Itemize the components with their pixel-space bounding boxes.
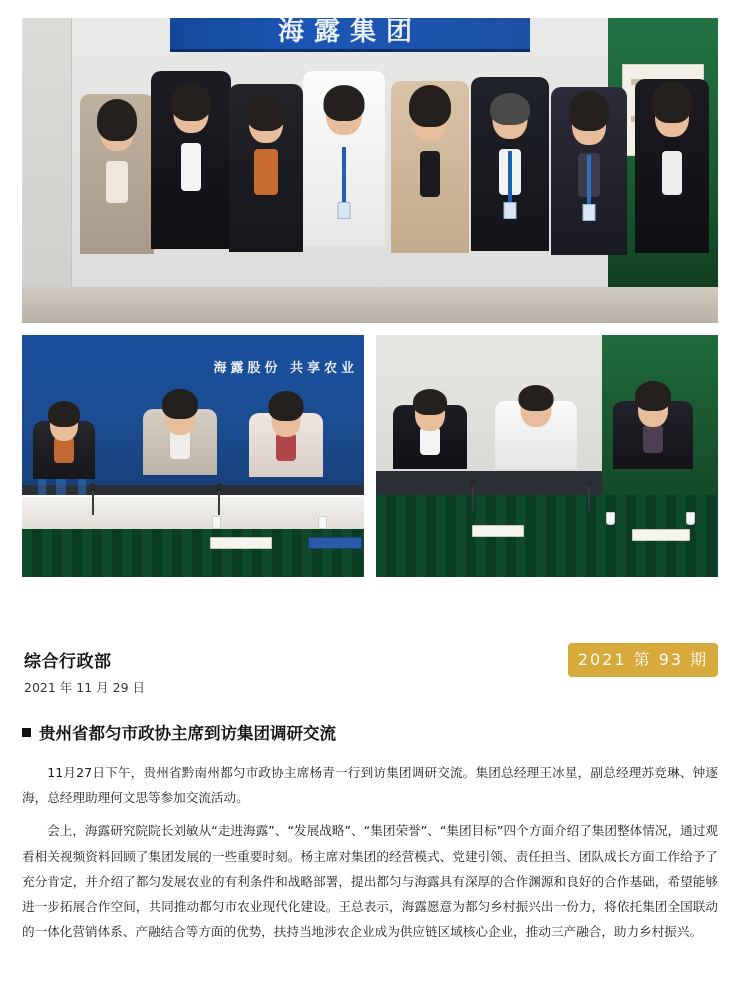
- seated-person-4: [392, 389, 468, 491]
- person-2: [150, 55, 232, 323]
- issue-badge: 2021 第 93 期: [568, 643, 718, 677]
- left-banner-text: 海露股份 共享农业: [213, 361, 358, 376]
- seated-person-5: [494, 385, 578, 491]
- person-7: [550, 71, 628, 323]
- headline-text: 贵州省都匀市政协主席到访集团调研交流: [39, 724, 336, 743]
- left-nameplate-1: [210, 537, 272, 549]
- department-label: 综合行政部: [24, 652, 112, 672]
- publish-date: 2021 年 11 月 29 日: [24, 680, 145, 695]
- left-microphone-2: [218, 489, 220, 515]
- left-water-cup-1: [212, 516, 221, 529]
- person-3: [228, 68, 304, 323]
- meeting-photo-left: [22, 335, 364, 577]
- seated-person-3: [248, 397, 324, 497]
- right-microphone-2: [588, 485, 590, 511]
- article-meta: [22, 647, 718, 696]
- hero-photo: [22, 18, 718, 323]
- hero-sidewall: [22, 18, 72, 323]
- right-water-cup-1: [606, 512, 615, 525]
- hero-banner-text: 海露集团: [277, 18, 422, 47]
- right-nameplate-1: [472, 525, 524, 537]
- person-8: [634, 63, 710, 323]
- person-1: [78, 78, 156, 323]
- hero-screen: [170, 18, 530, 52]
- person-5: [390, 65, 470, 323]
- meeting-photo-right: [376, 335, 718, 577]
- article-headline: [22, 720, 718, 744]
- person-6: [470, 61, 550, 323]
- person-4: [302, 55, 386, 323]
- article-body: [22, 760, 718, 944]
- left-microphone-1: [92, 489, 94, 515]
- left-water-cup-2: [318, 516, 327, 529]
- seated-person-1: [32, 405, 96, 497]
- photo-row: [22, 335, 718, 577]
- seated-person-6: [612, 385, 694, 491]
- article-paragraph: 11月27日下午，贵州省黔南州都匀市政协主席杨青一行到访集团调研交流。集团总经理王冰星，副总经理苏竞琳、钟逐海，总经理助理何文思等参加交流活动。: [22, 765, 718, 806]
- left-curtain: [22, 529, 364, 577]
- square-bullet-icon: [22, 728, 31, 737]
- right-water-cup-2: [686, 512, 695, 525]
- left-nameplate-2: [308, 537, 362, 549]
- article-paragraph: 会上，海露研究院院长刘敏从“走进海露”、“发展战略”、“集团荣誉”、“集团目标”四个方面介绍了集团整体情况，通过观看相关视频资料回顾了集团发展的一些重要时刻。杨主席对集团的经营模式、党建引领、责任担当、团队成长方面工作给予了充分肯定，并介绍了都匀发展农业的有利条件和战略部署，提出都匀与海露具有深厚的合作渊源和良好的合作基础，希望能够进一步拓展合作空间，共同推动都匀市农业现代化建设。王总表示，海露愿意为都匀乡村振兴出一份力，将依托集团全国联动的一体化营销体系、产融结合等方面的优势，扶持当地涉农企业成为供应链区域核心企业，推动三产融合，助力乡村振兴。: [22, 823, 718, 940]
- seated-person-2: [142, 393, 218, 497]
- right-nameplate-2: [632, 529, 690, 541]
- right-microphone-1: [472, 485, 474, 511]
